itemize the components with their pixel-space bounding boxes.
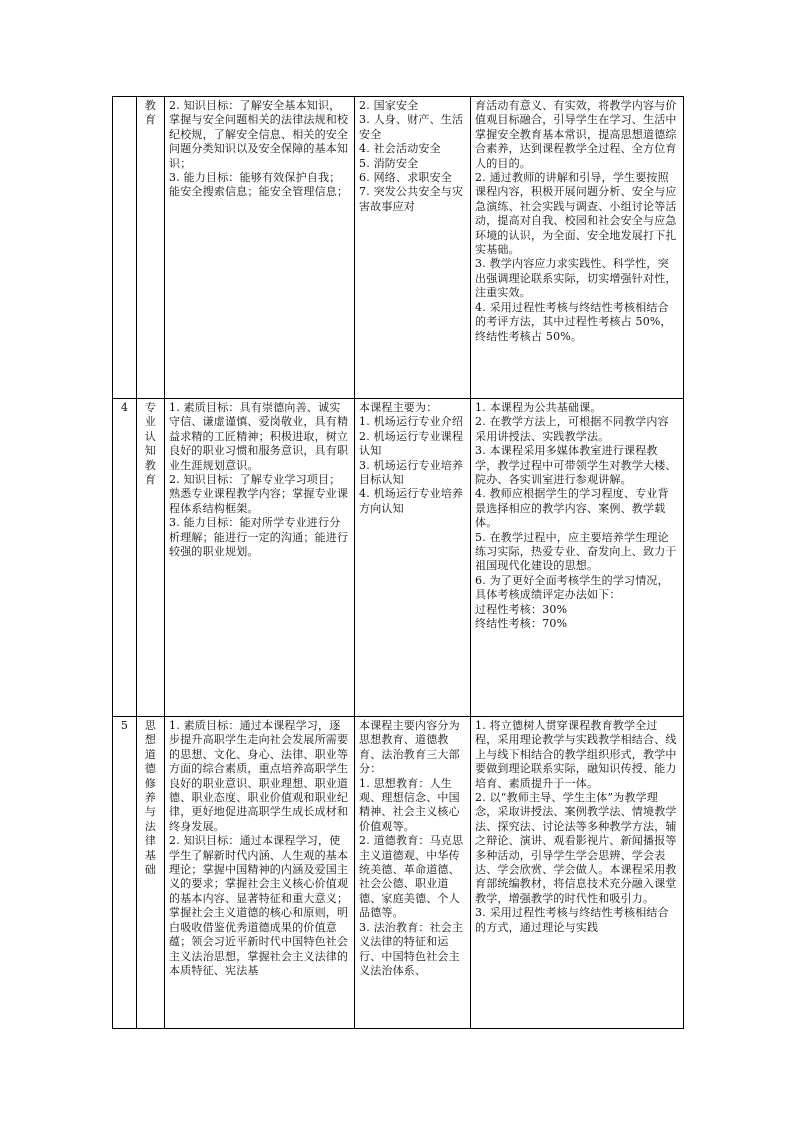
content-item: 2. 道德教育：马克思主义道德观、中华传统美德、革命道德、社会公德、职业道德、家庭美德、个人品德等。: [359, 834, 464, 920]
content-item: 3. 机场运行专业培养目标认知: [359, 458, 464, 487]
course-objectives: [165, 97, 355, 399]
content-item: 2. 机场运行专业课程认知: [359, 429, 464, 458]
row-number: 4: [113, 399, 137, 717]
course-name-text: 教育: [144, 99, 157, 127]
teaching-requirements: [471, 97, 684, 399]
objective-item: 1. 素质目标：具有崇德向善、诚实守信、谦虚谨慎、爱岗敬业，具有精益求精的工匠精神；积极进取，树立良好的职业习惯和服务意识，具有职业生涯规划意识。: [169, 401, 349, 472]
table-row: [113, 717, 684, 1029]
requirement-item: 2. 在教学方法上，可根据不同教学内容采用讲授法、实践教学法。: [475, 415, 669, 443]
objective-item: 1. 素质目标：通过本课程学习，逐步提升高职学生走向社会发展所需要的思想、文化、身心、法律、职业等方面的综合素质，重点培养高职学生良好的职业意识、职业理想、职业道德、职业态度、职业价值观和职业纪律，更好地促进高职学生成长成材和终身发展。: [169, 719, 349, 833]
requirement-item: 4. 教师应根据学生的学习程度、专业背景选择相应的教学内容、案例、教学载体。: [475, 487, 669, 530]
content-item: 本课程主要为：: [359, 401, 438, 414]
requirement-item: 1. 将立德树人贯穿课程教育教学全过程，采用理论教学与实践教学相结合、线上与线下相结合的教学组织形式，教学中要做到理论联系实际，融知识传授、能力培育、素质提升于一体。: [475, 719, 677, 790]
content-item: 1. 思想教育：人生观、理想信念、中国精神、社会主义核心价值观等。: [359, 776, 460, 833]
teaching-requirements: [471, 399, 684, 717]
content-item: 本课程主要内容分为思想教育、道德教育、法治教育三大部分：: [359, 719, 460, 776]
table-row: [113, 399, 684, 717]
row-number: [113, 97, 137, 399]
objective-item: 3. 能力目标：能对所学专业进行分析理解；能进行一定的沟通；能进行较强的职业规划。: [169, 516, 349, 559]
content-item: 2. 国家安全: [359, 99, 419, 112]
requirement-item: 育活动有意义、有实效，将教学内容与价值观目标融合，引导学生在学习、生活中掌握安全教育基本常识，提高思想道德综合素养，达到课程教学全过程、全方位育人的目的。: [475, 99, 677, 170]
requirement-item: 3. 采用过程性考核与终结性考核相结合的方式，通过理论与实践: [475, 906, 669, 934]
course-name: [137, 717, 165, 1029]
objective-item: 2. 知识目标：了解专业学习项目；熟悉专业课程教学内容；掌握专业课程体系结构框架。: [169, 473, 349, 515]
content-item: 5. 消防安全: [359, 156, 419, 170]
requirement-item: 过程性考核：30%: [475, 602, 568, 616]
course-content: [355, 717, 471, 1029]
course-objectives: [165, 717, 355, 1029]
course-name-text: 思想道德修养与法律基础: [144, 719, 157, 877]
content-item: 4. 社会活动安全: [359, 142, 441, 156]
requirement-item: 终结性考核：70%: [475, 617, 568, 631]
content-item: 3. 法治教育：社会主义法律的特征和运行、中国特色社会主义法治体系、: [359, 920, 464, 977]
requirement-item: 4. 采用过程性考核与终结性考核相结合的考评方法，其中过程性考核占 50%，终结性考核占 50%。: [475, 300, 672, 343]
objective-item: 2. 知识目标：通过本课程学习，使学生了解新时代内涵、人生观的基本理论；掌握中国精神的内涵及爱国主义的要求；掌握社会主义核心价值观的基本内容、显著特征和重大意义；掌握社会主义道德的核心和原则，明白吸收借鉴优秀道德成果的价值意蕴；领会习近平新时代中国特色社会主义法治思想，掌握社会主义法律的本质特征、宪法基: [169, 834, 349, 977]
requirement-item: 3. 教学内容应力求实践性、科学性，突出强调理论联系实际，切实增强针对性，注重实效。: [475, 257, 677, 300]
objective-item: 2. 知识目标：了解安全基本知识，掌握与安全问题相关的法律法规和校纪校规，了解安全信息、相关的安全问题分类知识以及安全保障的基本知识；: [169, 99, 349, 170]
requirement-item: 6. 为了更好全面考核学生的学习情况，具体考核成绩评定办法如下：: [475, 573, 669, 602]
course-name: [137, 399, 165, 717]
content-item: 7. 突发公共安全与灾害故事应对: [359, 185, 464, 213]
content-item: 1. 机场运行专业介绍: [359, 415, 464, 429]
course-name-text: 专业认知教育: [144, 401, 157, 487]
requirement-item: 5. 在教学过程中，应主要培养学生理论练习实际，热爱专业、奋发向上、致力于祖国现代化建设的思想。: [475, 530, 677, 573]
course-content: [355, 97, 471, 399]
objective-item: 3. 能力目标：能够有效保护自我；能安全搜索信息；能安全管理信息；: [169, 171, 349, 199]
requirement-item: 2. 通过教师的讲解和引导，学生要按照课程内容，积极开展问题分析、安全与应急演练、社会实践与调查、小组讨论等活动，提高对自我、校园和社会安全与应急环境的认识，为全面、安全地发展打下扎实基础。: [475, 171, 677, 257]
content-item: 6. 网络、求职安全: [359, 171, 452, 185]
teaching-requirements: [471, 717, 684, 1029]
course-name: [137, 97, 165, 399]
row-number: 5: [113, 717, 137, 1029]
course-objectives: [165, 399, 355, 717]
content-item: 4. 机场运行专业培养方向认知: [359, 487, 464, 515]
requirement-item: 2. 以“教师主导、学生主体”为教学理念，采取讲授法、案例教学法、情境教学法、探究法、讨论法等多种教学方法，辅之辩论、演讲、观看影视片、新闻播报等多种活动，引导学生学会思辨、学会表达、学会欣赏、学会做人。本课程采用教育部统编教材，将信息技术充分融入课堂教学，增强教学的时代性和吸引力。: [475, 791, 677, 905]
course-content: [355, 399, 471, 717]
requirement-item: 3. 本课程采用多媒体教室进行课程教学，教学过程中可带领学生对教学大楼、院办、各实训室进行参观讲解。: [475, 444, 677, 487]
table-row: [113, 97, 684, 399]
requirement-item: 1. 本课程为公共基础课。: [475, 401, 602, 414]
content-item: 3. 人身、财产、生活安全: [359, 113, 464, 141]
syllabus-table: [112, 96, 684, 1029]
